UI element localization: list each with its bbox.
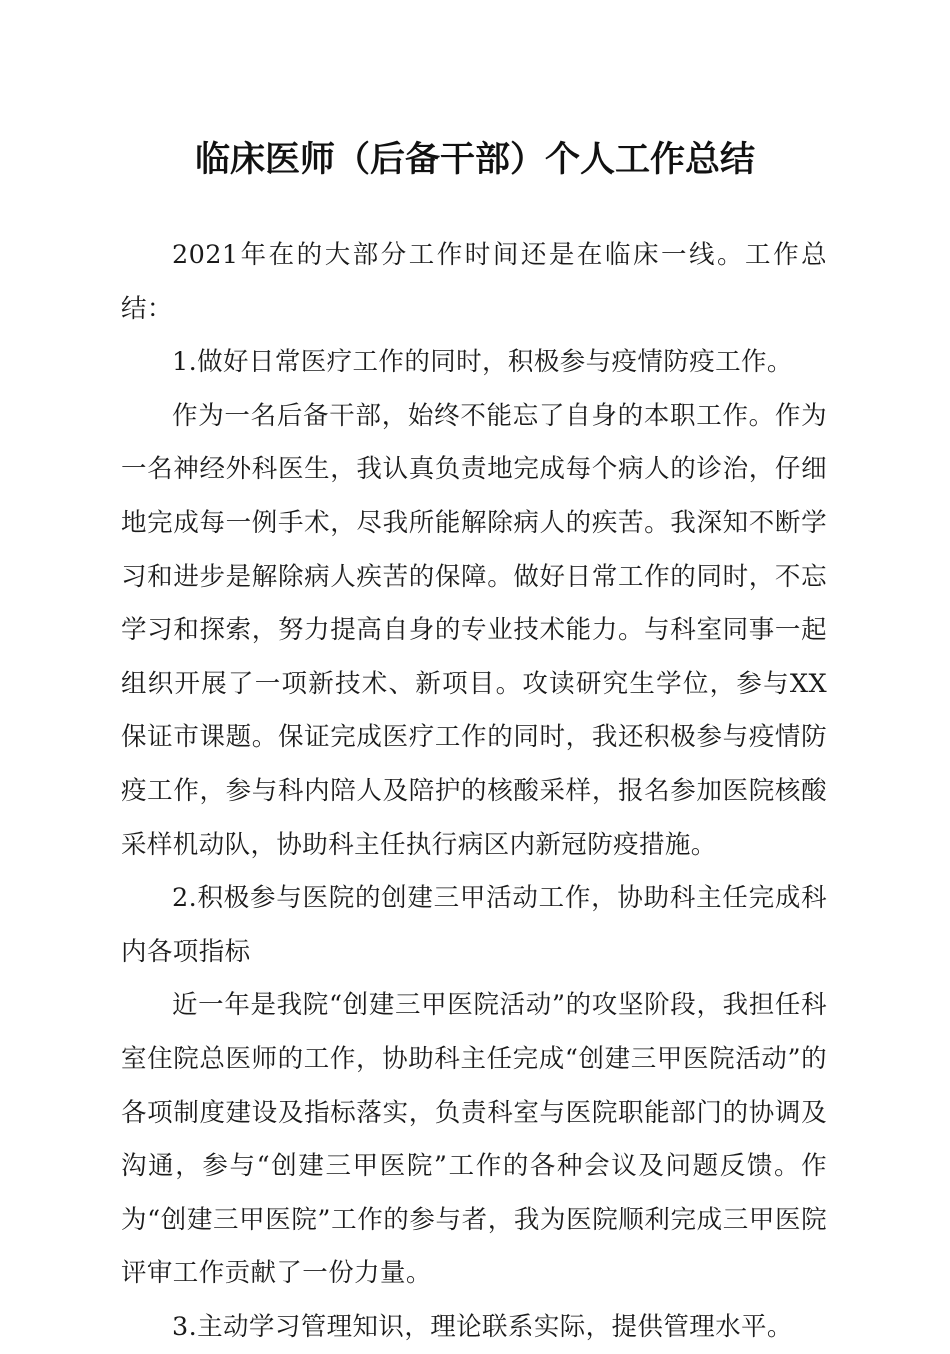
paragraph-heading-1: 1.做好日常医疗工作的同时，积极参与疫情防疫工作。 bbox=[172, 347, 793, 378]
document-title: 临床医师（后备干部）个人工作总结 bbox=[194, 139, 755, 180]
paragraph-heading-3: 3.主动学习管理知识，理论联系实际，提供管理水平。 bbox=[172, 1311, 793, 1342]
paragraph-heading-2: 2.积极参与医院的创建三甲活动工作，协助科主任完成科内各项指标 bbox=[121, 883, 827, 967]
document-body bbox=[121, 229, 827, 1354]
paragraph-body-2: 近一年是我院“创建三甲医院活动”的攻坚阶段，我担任科室住院总医师的工作，协助科主任完成“创建三甲医院活动”的各项制度建设及指标落实，负责科室与医院职能部门的协调及沟通，参与“创建三甲医院”工作的各种会议及问题反馈。作为“创建三甲医院”工作的参与者，我为医院顺利完成三甲医院评审工作贡献了一份力量。 bbox=[121, 990, 827, 1289]
paragraph-body-1: 作为一名后备干部，始终不能忘了自身的本职工作。作为一名神经外科医生，我认真负责地完成每个病人的诊治，仔细地完成每一例手术，尽我所能解除病人的疾苦。我深知不断学习和进步是解除病人疾苦的保障。做好日常工作的同时，不忘学习和探索，努力提高自身的专业技术能力。与科室同事一起组织开展了一项新技术、新项目。攻读研究生学位，参与XX保证市课题。保证完成医疗工作的同时，我还积极参与疫情防疫工作，参与科内陪人及陪护的核酸采样，报名参加医院核酸采样机动队，协助科主任执行病区内新冠防疫措施。 bbox=[121, 400, 827, 860]
paragraph-intro: 2021年在的大部分工作时间还是在临床一线。工作总结： bbox=[121, 240, 827, 324]
